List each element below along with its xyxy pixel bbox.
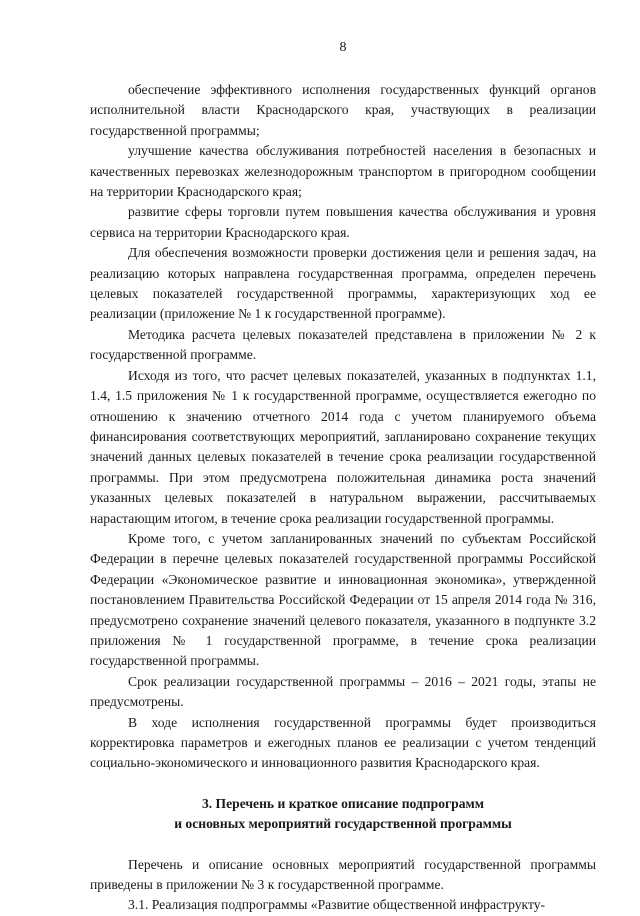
paragraph-activities-list: Перечень и описание основных мероприятий государственной программы приведены в приложении № 3 к государственной программе. xyxy=(90,856,596,893)
paragraph-methodology: Методика расчета целевых показателей представлена в приложении № 2 к государственной программе. xyxy=(90,326,596,363)
section-heading-line-1: 3. Перечень и краткое описание подпрограмм xyxy=(201,795,485,811)
body-text-after xyxy=(90,855,596,916)
paragraph-indicator-calculation: Исходя из того, что расчет целевых показателей, указанных в подпунктах 1.1, 1.4, 1.5 приложения № 1 к государственной программе, осуществляется ежегодно по отношению к значению отчетного 2014 года с учетом планируемого объема финансирования соответствующих мероприятий, запланировано сохранение текущих значений данных целевых показателей в течение срока реализации государственной программы. При этом предусмотрена положительная динамика роста значений указанных целевых показателей в натуральном выражении, рассчитываемых нарастающим итогом, в течение срока реализации государственной программы. xyxy=(90,367,596,526)
paragraph-goal-functions: обеспечение эффективного исполнения государственных функций органов исполнительной власти Краснодарского края, участвующих в реализации государственной программы; xyxy=(90,82,596,138)
body-text-before xyxy=(90,80,596,774)
section-heading-line-2: и основных мероприятий государственной программы xyxy=(174,816,512,832)
paragraph-goal-transport: улучшение качества обслуживания потребностей населения в безопасных и качественных перевозках железнодорожным транспортом в пригородном сообщении на территории Краснодарского края; xyxy=(90,143,596,200)
paragraph-federal-program: Кроме того, с учетом запланированных значений по субъектам Российской Федерации в перечне целевых показателей государственной программы Российской Федерации «Экономическое развитие и инновационная экономика», утвержденной постановлением Правительства Российской Федерации от 15 апреля 2014 года № 316, предусмотрено сохранение значений целевого показателя, указанного в подпункте 3.2 приложения № 1 государственной программе, в течение срока реализации государственной программы. xyxy=(90,530,596,669)
paragraph-adjustment: В ходе исполнения государственной программы будет производиться корректировка параметров и ежегодных планов ее реализации с учетом тенденций социально-экономического и инновационного развития Краснодарского края. xyxy=(90,714,596,771)
paragraph-subprogram-3-1: 3.1. Реализация подпрограммы «Развитие общественной инфраструкту- xyxy=(128,897,546,913)
paragraph-indicators-list: Для обеспечения возможности проверки достижения цели и решения задач, на реализацию которых направлена государственная программа, определен перечень целевых показателей государственной программы, характеризующих ход ее реализации (приложение № 1 к государственной программе). xyxy=(90,245,596,322)
section-heading xyxy=(90,794,596,835)
paragraph-program-term: Срок реализации государственной программы – 2016 – 2021 годы, этапы не предусмотрены. xyxy=(90,673,596,710)
page-number: 8 xyxy=(339,40,347,55)
paragraph-goal-trade: развитие сферы торговли путем повышения качества обслуживания и уровня сервиса на территории Краснодарского края. xyxy=(90,204,596,240)
